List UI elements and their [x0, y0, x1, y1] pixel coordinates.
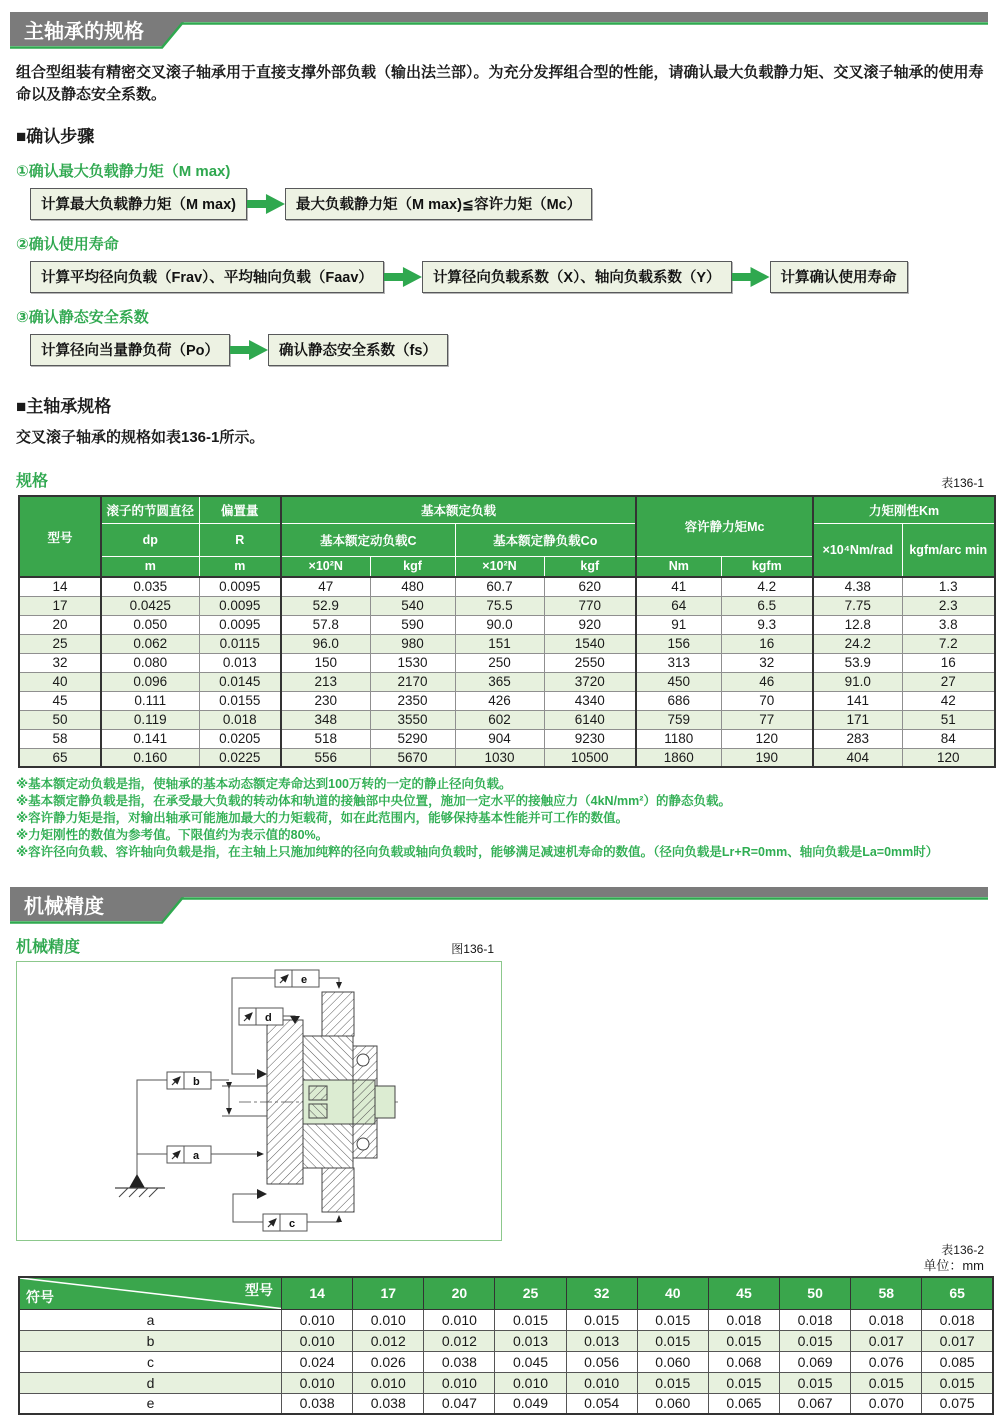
table-cell: 16 — [721, 634, 813, 653]
flow-row-2 — [30, 261, 992, 293]
table-cell: 51 — [902, 710, 995, 729]
flow-arrow-icon — [384, 267, 422, 287]
table-cell: 0.010 — [282, 1330, 353, 1351]
table-cell: 0.075 — [922, 1393, 993, 1414]
steps-heading: ■确认步骤 — [16, 127, 95, 146]
gauge-label: b — [193, 1076, 200, 1088]
table-cell: 0.018 — [708, 1309, 779, 1330]
table-cell: 0.026 — [353, 1351, 424, 1372]
table-cell: 620 — [544, 577, 636, 596]
precision-table — [18, 1276, 994, 1415]
col-header-mc: 容许静力矩Mc — [636, 496, 813, 556]
table-cell: 47 — [281, 577, 370, 596]
table-cell: 6140 — [544, 710, 636, 729]
table-cell: 770 — [544, 596, 636, 615]
footnote: ※力矩刚性的数值为参考值。下限值约为表示值的80%。 — [16, 828, 329, 842]
footnote: ※基本额定静负载是指，在承受最大负载的转动体和轨道的接触部中央位置，施加一定水平的接触应力（4kN/mm²）的静态负载。 — [16, 794, 731, 808]
section-header-mechanical-precision — [8, 885, 992, 925]
table-cell: 4340 — [544, 691, 636, 710]
table-cell: 0.015 — [780, 1372, 851, 1393]
table-cell: 450 — [636, 672, 721, 691]
table-cell: 0.070 — [851, 1393, 922, 1414]
corner-symbol-label: 符号 — [26, 1288, 54, 1305]
table-cell: 0.010 — [353, 1372, 424, 1393]
table-cell: 9.3 — [721, 615, 813, 634]
table-cell: 0.038 — [353, 1393, 424, 1414]
flow-box: 计算径向当量静负荷（Po） — [30, 334, 230, 366]
table-cell: 0.013 — [566, 1330, 637, 1351]
footnote: ※容许径向负载、容许轴向负载是指，在主轴上只施加纯粹的径向负载或轴向负载时，能够满足减速机寿命的数值。（径向负载是Lr+R=0mm、轴向负载是La=0mm时） — [16, 845, 939, 859]
table-row — [19, 710, 995, 729]
flow-box: 计算确认使用寿命 — [770, 261, 908, 293]
flow-arrow-icon — [247, 194, 285, 214]
table-cell: 40 — [19, 672, 101, 691]
symbol-cell: b — [19, 1330, 282, 1351]
flow-row-3 — [30, 334, 992, 366]
table-cell: 3.8 — [902, 615, 995, 634]
flow-box: 确认静态安全系数（fs） — [268, 334, 448, 366]
table-cell: 0.015 — [851, 1372, 922, 1393]
figure-caption-row — [16, 934, 494, 957]
table-cell: 2170 — [370, 672, 455, 691]
table-cell: 0.015 — [495, 1309, 566, 1330]
table-cell: 12.8 — [813, 615, 902, 634]
table-cell: 0.035 — [101, 577, 199, 596]
model-column-header: 20 — [424, 1277, 495, 1309]
table-cell: 90.0 — [455, 615, 544, 634]
table-cell: 77 — [721, 710, 813, 729]
col-header-km-kgfm: kgfm/arc min — [902, 523, 995, 577]
table-cell: 150 — [281, 653, 370, 672]
table-cell: 0.038 — [424, 1351, 495, 1372]
table-row — [19, 672, 995, 691]
col-header-dp: dp — [101, 523, 199, 556]
table1-ref: 表136-1 — [941, 476, 984, 490]
unit-m: m — [199, 556, 281, 577]
table-cell: 540 — [370, 596, 455, 615]
table-cell: 0.0155 — [199, 691, 281, 710]
table-cell: 348 — [281, 710, 370, 729]
table-cell: 0.050 — [101, 615, 199, 634]
table-cell: 25 — [19, 634, 101, 653]
table-cell: 120 — [902, 748, 995, 767]
table-cell: 0.015 — [780, 1330, 851, 1351]
table-cell: 0.017 — [851, 1330, 922, 1351]
flow-box: 计算平均径向负载（Frav）、平均轴向负载（Faav） — [30, 261, 384, 293]
table-cell: 0.085 — [922, 1351, 993, 1372]
header-tab-shape — [10, 887, 988, 921]
symbol-cell: e — [19, 1393, 282, 1414]
figure-box — [16, 961, 502, 1241]
table-cell: 920 — [544, 615, 636, 634]
col-header-dynamic: 基本额定动负载C — [281, 523, 455, 556]
unit-m: m — [101, 556, 199, 577]
table-cell: 0.010 — [282, 1372, 353, 1393]
table-cell: 0.141 — [101, 729, 199, 748]
table-cell: 250 — [455, 653, 544, 672]
table-cell: 0.010 — [495, 1372, 566, 1393]
table-cell: 0.018 — [199, 710, 281, 729]
table-cell: 0.111 — [101, 691, 199, 710]
table-cell: 151 — [455, 634, 544, 653]
table-cell: 0.010 — [566, 1372, 637, 1393]
model-column-header: 65 — [922, 1277, 993, 1309]
col-header-static: 基本额定静负载Co — [455, 523, 636, 556]
table2-ref: 表136-2 — [941, 1243, 984, 1257]
table1-label: 规格 — [16, 473, 49, 490]
col-header-model: 型号 — [19, 496, 101, 577]
table-cell: 9230 — [544, 729, 636, 748]
gauge-label: e — [301, 974, 308, 986]
step-label-1: ①确认最大负载静力矩（M max) — [16, 163, 231, 180]
table-row — [19, 1372, 993, 1393]
table-cell: 0.024 — [282, 1351, 353, 1372]
model-column-header: 40 — [637, 1277, 708, 1309]
table-cell: 0.0225 — [199, 748, 281, 767]
table-cell: 3550 — [370, 710, 455, 729]
unit-x102n: ×10²N — [281, 556, 370, 577]
table-cell: 75.5 — [455, 596, 544, 615]
table-cell: 0.0115 — [199, 634, 281, 653]
table-cell: 0.015 — [637, 1330, 708, 1351]
symbol-cell: c — [19, 1351, 282, 1372]
flow-box: 计算最大负载静力矩（M max) — [30, 188, 247, 220]
table-cell: 0.013 — [199, 653, 281, 672]
table-cell: 141 — [813, 691, 902, 710]
table-cell: 1860 — [636, 748, 721, 767]
diagonal-divider — [20, 1278, 281, 1309]
figure-ref: 图136-1 — [451, 942, 494, 956]
footnote: ※基本额定动负载是指，使轴承的基本动态额定寿命达到100万转的一定的静止径向负载。 — [16, 777, 512, 791]
table-cell: 32 — [19, 653, 101, 672]
unit-x102n: ×10²N — [455, 556, 544, 577]
table-cell: 404 — [813, 748, 902, 767]
datum-ground-symbol — [115, 1174, 165, 1197]
table-cell: 120 — [721, 729, 813, 748]
flow-box: 计算径向负载系数（X）、轴向负载系数（Y） — [422, 261, 732, 293]
bearing-cross-section-diagram — [17, 962, 501, 1240]
table-cell: 283 — [813, 729, 902, 748]
model-column-header: 45 — [708, 1277, 779, 1309]
table-cell: 16 — [902, 653, 995, 672]
table-cell: 171 — [813, 710, 902, 729]
table-cell: 3720 — [544, 672, 636, 691]
table-cell: 759 — [636, 710, 721, 729]
col-header-offset: 偏置量 — [199, 496, 281, 523]
table-cell: 480 — [370, 577, 455, 596]
table-cell: 0.065 — [708, 1393, 779, 1414]
table-cell: 41 — [636, 577, 721, 596]
table-cell: 980 — [370, 634, 455, 653]
section-header-bearing-spec — [8, 10, 992, 50]
table-cell: 0.010 — [424, 1309, 495, 1330]
gauge-label: a — [193, 1150, 200, 1162]
table2-unit-label: 单位：mm — [923, 1258, 984, 1273]
table-cell: 156 — [636, 634, 721, 653]
spec-heading: ■主轴承规格 — [16, 397, 112, 416]
table-cell: 0.062 — [101, 634, 199, 653]
table-cell: 0.060 — [637, 1393, 708, 1414]
table-cell: 1180 — [636, 729, 721, 748]
table-cell: 46 — [721, 672, 813, 691]
col-header-r: R — [199, 523, 281, 556]
gauge-label: c — [289, 1218, 296, 1230]
table-cell: 518 — [281, 729, 370, 748]
table-cell: 0.068 — [708, 1351, 779, 1372]
table-cell: 45 — [19, 691, 101, 710]
table-row — [19, 1309, 993, 1330]
table-cell: 0.010 — [353, 1309, 424, 1330]
step-label-3: ③确认静态安全系数 — [16, 309, 149, 326]
table-cell: 42 — [902, 691, 995, 710]
table1-caption-row — [16, 468, 984, 491]
table-cell: 1.3 — [902, 577, 995, 596]
table-cell: 1030 — [455, 748, 544, 767]
table-cell: 0.0425 — [101, 596, 199, 615]
table-cell: 91.0 — [813, 672, 902, 691]
table-cell: 602 — [455, 710, 544, 729]
table-cell: 0.160 — [101, 748, 199, 767]
table-cell: 0.018 — [780, 1309, 851, 1330]
table-cell: 0.018 — [922, 1309, 993, 1330]
table-cell: 4.2 — [721, 577, 813, 596]
symbol-cell: d — [19, 1372, 282, 1393]
table-row — [19, 729, 995, 748]
table-cell: 7.75 — [813, 596, 902, 615]
table-cell: 904 — [455, 729, 544, 748]
unit-kgf: kgf — [544, 556, 636, 577]
footnotes — [8, 776, 992, 861]
table-cell: 0.119 — [101, 710, 199, 729]
table-cell: 96.0 — [281, 634, 370, 653]
table-cell: 0.0205 — [199, 729, 281, 748]
table-cell: 2550 — [544, 653, 636, 672]
table-cell: 5670 — [370, 748, 455, 767]
table-cell: 0.018 — [851, 1309, 922, 1330]
col-header-km: 力矩刚性Km — [813, 496, 995, 523]
flow-box: 最大负载静力矩（M max)≦容许力矩（Mc） — [285, 188, 592, 220]
figure-label: 机械精度 — [16, 939, 81, 956]
table-cell: 1540 — [544, 634, 636, 653]
table-cell: 0.054 — [566, 1393, 637, 1414]
table-cell: 0.012 — [353, 1330, 424, 1351]
table-cell: 0.015 — [637, 1372, 708, 1393]
table-cell: 0.060 — [637, 1351, 708, 1372]
table-cell: 0.049 — [495, 1393, 566, 1414]
corner-header-cell — [19, 1277, 282, 1309]
table-cell: 0.056 — [566, 1351, 637, 1372]
flow-arrow-icon — [732, 267, 770, 287]
table-cell: 91 — [636, 615, 721, 634]
table-cell: 10500 — [544, 748, 636, 767]
table-cell: 190 — [721, 748, 813, 767]
unit-kgf: kgf — [370, 556, 455, 577]
table-cell: 0.012 — [424, 1330, 495, 1351]
table-cell: 556 — [281, 748, 370, 767]
model-column-header: 25 — [495, 1277, 566, 1309]
cross-section — [267, 992, 395, 1212]
table-cell: 65 — [19, 748, 101, 767]
table-cell: 0.0095 — [199, 615, 281, 634]
table-cell: 0.015 — [708, 1372, 779, 1393]
table-cell: 2.3 — [902, 596, 995, 615]
table-cell: 0.069 — [780, 1351, 851, 1372]
table-cell: 6.5 — [721, 596, 813, 615]
model-column-header: 14 — [282, 1277, 353, 1309]
table-cell: 0.010 — [424, 1372, 495, 1393]
table-cell: 0.080 — [101, 653, 199, 672]
table-cell: 0.0145 — [199, 672, 281, 691]
table-row — [19, 691, 995, 710]
footnote: ※容许静力矩是指，对输出轴承可能施加最大的力矩载荷，如在此范围内，能够保持基本性能并可工作的数值。 — [16, 811, 629, 825]
table-cell: 2350 — [370, 691, 455, 710]
table-cell: 70 — [721, 691, 813, 710]
gauge-a — [137, 1146, 263, 1163]
table-cell: 0.015 — [566, 1309, 637, 1330]
table-cell: 313 — [636, 653, 721, 672]
table-row — [19, 1330, 993, 1351]
table-cell: 5290 — [370, 729, 455, 748]
step-label-2: ②确认使用寿命 — [16, 236, 119, 253]
table-row — [19, 1393, 993, 1414]
table-cell: 213 — [281, 672, 370, 691]
table-cell: 0.0095 — [199, 577, 281, 596]
model-column-header: 17 — [353, 1277, 424, 1309]
table-cell: 20 — [19, 615, 101, 634]
table-cell: 0.096 — [101, 672, 199, 691]
table-cell: 0.010 — [282, 1309, 353, 1330]
table-row — [19, 653, 995, 672]
gauge-b — [137, 1072, 267, 1188]
table-cell: 365 — [455, 672, 544, 691]
gauge-label: d — [265, 1012, 272, 1024]
col-header-pitch-dia: 滚子的节圆直径 — [101, 496, 199, 523]
col-header-km-nm: ×10⁴Nm/rad — [813, 523, 902, 577]
table2-ref-block — [8, 1243, 984, 1274]
model-column-header: 58 — [851, 1277, 922, 1309]
unit-nm: Nm — [636, 556, 721, 577]
table-row — [19, 596, 995, 615]
table-cell: 53.9 — [813, 653, 902, 672]
flow-arrow-icon — [230, 340, 268, 360]
table-cell: 0.017 — [922, 1330, 993, 1351]
table-cell: 0.045 — [495, 1351, 566, 1372]
table-cell: 7.2 — [902, 634, 995, 653]
table-cell: 64 — [636, 596, 721, 615]
corner-model-label: 型号 — [245, 1282, 274, 1298]
table-row — [19, 1351, 993, 1372]
section2-title: 机械精度 — [24, 896, 104, 918]
table-cell: 230 — [281, 691, 370, 710]
table-row — [19, 615, 995, 634]
table-row — [19, 748, 995, 767]
table-cell: 14 — [19, 577, 101, 596]
symbol-cell: a — [19, 1309, 282, 1330]
unit-kgfm: kgfm — [721, 556, 813, 577]
intro-paragraph: 组合型组装有精密交叉滚子轴承用于直接支撑外部负载（输出法兰部）。为充分发挥组合型的性能，请确认最大负载静力矩、交叉滚子轴承的使用寿命以及静态安全系数。 — [16, 64, 984, 103]
spec-description: 交叉滚子轴承的规格如表136-1所示。 — [16, 429, 265, 446]
table-cell: 686 — [636, 691, 721, 710]
table-cell: 84 — [902, 729, 995, 748]
table-cell: 27 — [902, 672, 995, 691]
table-cell: 0.047 — [424, 1393, 495, 1414]
table-cell: 32 — [721, 653, 813, 672]
table-cell: 4.38 — [813, 577, 902, 596]
table-row — [19, 634, 995, 653]
page-title: 主轴承的规格 — [24, 21, 144, 43]
table-cell: 1530 — [370, 653, 455, 672]
header-tab-shape — [10, 12, 988, 46]
bearing-spec-table — [18, 495, 996, 768]
col-header-basic-load: 基本额定负载 — [281, 496, 636, 523]
model-column-header: 50 — [780, 1277, 851, 1309]
table-cell: 24.2 — [813, 634, 902, 653]
table-cell: 0.015 — [637, 1309, 708, 1330]
table-cell: 0.038 — [282, 1393, 353, 1414]
table-cell: 0.015 — [922, 1372, 993, 1393]
table-cell: 0.013 — [495, 1330, 566, 1351]
table-cell: 590 — [370, 615, 455, 634]
table-cell: 426 — [455, 691, 544, 710]
table-cell: 60.7 — [455, 577, 544, 596]
model-column-header: 32 — [566, 1277, 637, 1309]
table-cell: 52.9 — [281, 596, 370, 615]
table-row — [19, 577, 995, 596]
table-cell: 17 — [19, 596, 101, 615]
table-cell: 50 — [19, 710, 101, 729]
table-cell: 0.0095 — [199, 596, 281, 615]
table-cell: 0.067 — [780, 1393, 851, 1414]
table-cell: 0.076 — [851, 1351, 922, 1372]
table-cell: 0.015 — [708, 1330, 779, 1351]
flow-row-1 — [30, 188, 992, 220]
table-cell: 57.8 — [281, 615, 370, 634]
table-cell: 58 — [19, 729, 101, 748]
